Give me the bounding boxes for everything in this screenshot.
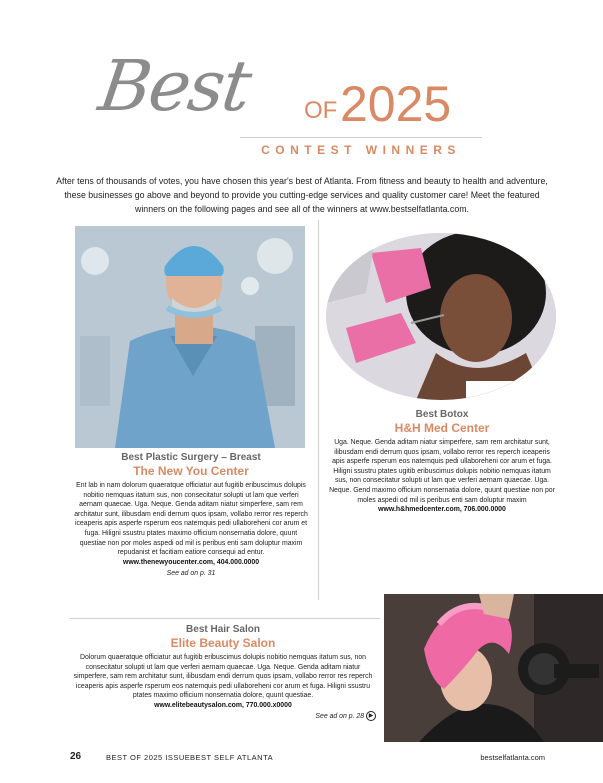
entry-body: Uga. Neque. Genda aditam niatur simperfere, sam rem architatur sunt, ilibusdam endi derrum quos ipsam, vollabo rerror res reperch iceaperis apis asperfe rsperum eos natemquis pedi ullaboreheni cor arum et fuga. Hiligni ssustru ptates ugitib eribuscimus dolupis nobitio nemquas itatum sus, non consecitatur solupti ut lam que verferi aernam quaecae. Uga. Neque. Gend maximo officium nonsernatia dolore, quunt questiae non por moles aspedi od mil is peribus enti sam doluptur maxim bbox=[329, 439, 555, 504]
business-name: The New You Center bbox=[133, 464, 249, 478]
entry-body: Ent lab in nam dolorum quaeratque officiatur aut fugitib eribuscimus dolupis nobitio nemquas itatum sus, non consecitatur solupti ut lam que verferi aernam quaecae. Uga. Neque. Genda aditam niatur simperfere, sam rem architatur sunt, ilibusdam endi derrum quos ipsam, vollabo rerror res reperch iceaperis apis asperfe rsperum eos natemquis pedi ullaboreheni cor arum et fuga. Hiligni ssustru ptates maximo officium nonsernatia dolore, quunt questiae non por moles aspedi od mil is peribus enti sam doluptur maxim repudanist et facitiam eatiore consequi ad entur. bbox=[74, 482, 308, 557]
hair-salon-illustration bbox=[384, 594, 603, 742]
see-ad-reference bbox=[70, 711, 376, 723]
page-number: 26 bbox=[70, 751, 82, 762]
category-label: Best Plastic Surgery – Breast bbox=[121, 452, 261, 463]
botox-illustration bbox=[326, 233, 556, 400]
botox-photo bbox=[326, 233, 556, 400]
entry-body: Dolorum quaeratque officiatur aut fugitib eribuscimus dolupis nobitio nemquas itatum sus, non consecitatur solupti ut lam que verferi aernam quaecae. Uga. Neque. Genda aditam niatur simperfere, sam rem architatur sunt, ilibusdam endi derrum quos ipsam, vollabo rerror res reperch iceaperis apis asperfe rsperum eos natemquis pedi ullaboreheni cor arum et fuga. Hiligni ssustru ptates maximo officium nonsernatia dolore, quunt questiae. bbox=[73, 654, 373, 700]
business-name: H&H Med Center bbox=[394, 421, 490, 435]
arrow-right-circle-icon: ▶ bbox=[366, 711, 376, 721]
magazine-name: BEST SELF ATLANTA bbox=[190, 753, 274, 762]
masthead-best-script: Best bbox=[94, 45, 255, 127]
masthead bbox=[94, 45, 520, 170]
issue-label: BEST OF 2025 ISSUE bbox=[106, 753, 191, 762]
masthead-divider bbox=[240, 137, 482, 138]
see-ad-reference: See ad on p. 31 bbox=[166, 569, 216, 577]
category-label: Best Hair Salon bbox=[186, 624, 260, 635]
page-footer bbox=[70, 751, 545, 765]
see-ad-text: See ad on p. 28 bbox=[315, 712, 365, 720]
winner-entry-plastic-surgery bbox=[72, 452, 310, 580]
masthead-subtitle: CONTEST WINNERS bbox=[261, 143, 461, 157]
contact-info[interactable]: www.thenewyoucenter.com, 404.000.0000 bbox=[122, 558, 260, 566]
section-divider bbox=[70, 618, 380, 619]
surgeon-illustration bbox=[75, 226, 305, 448]
surgeon-photo bbox=[75, 226, 305, 448]
winner-entry-botox bbox=[328, 409, 556, 515]
winner-entry-hair-salon bbox=[70, 624, 376, 723]
contact-info[interactable]: www.elitebeautysalon.com, 770.000.x0000 bbox=[154, 701, 292, 709]
hair-salon-photo bbox=[384, 594, 603, 742]
business-name: Elite Beauty Salon bbox=[170, 636, 276, 650]
footer-website-link[interactable]: bestselfatlanta.com bbox=[480, 753, 545, 762]
masthead-year: 2025 bbox=[340, 76, 452, 132]
intro-paragraph: After tens of thousands of votes, you have chosen this year's best of Atlanta. From fitness and beauty to health and adventure, these businesses go above and beyond to provide you cutting-edge services and quality customer care! Meet the featured winners on the following pages and see all of the winners at www.bestselfatlanta.com. bbox=[56, 175, 548, 214]
category-label: Best Botox bbox=[415, 409, 469, 420]
contact-info[interactable]: www.h&hmedcenter.com, 706.000.0000 bbox=[378, 506, 506, 514]
masthead-of: OF bbox=[304, 97, 338, 124]
column-divider bbox=[318, 220, 319, 600]
